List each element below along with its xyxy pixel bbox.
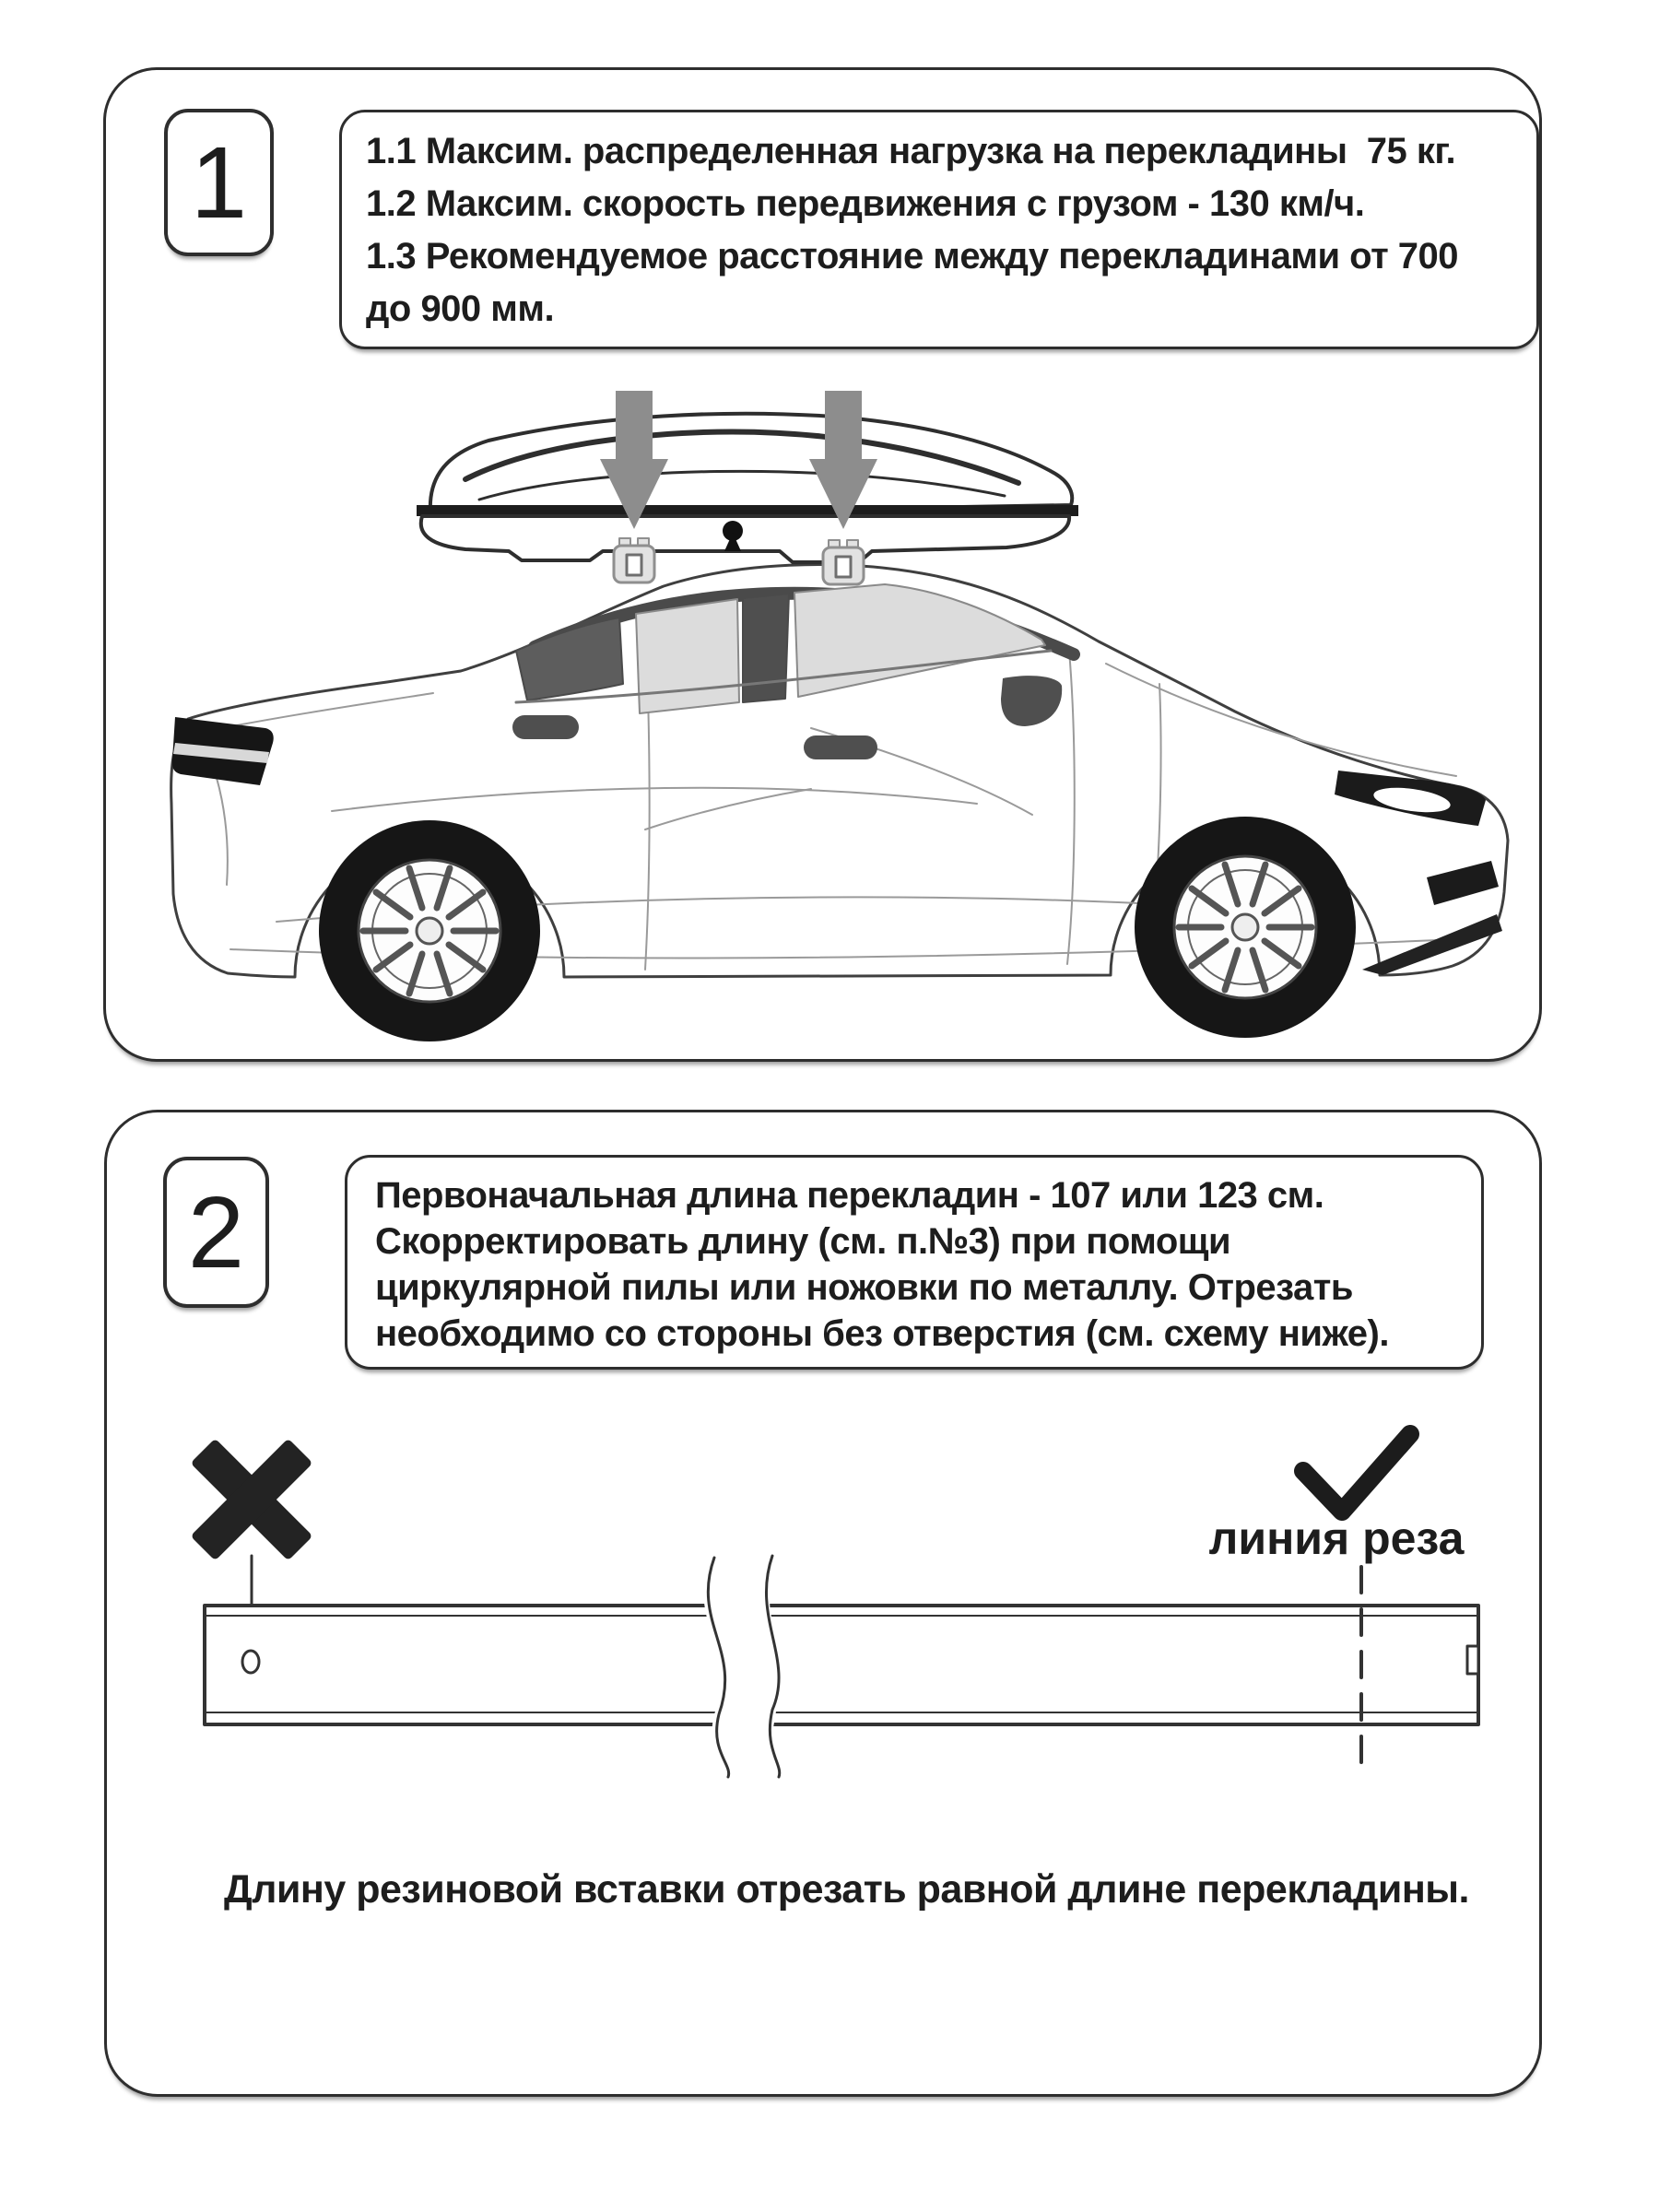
step-2-number: 2: [187, 1175, 245, 1289]
step-1-number: 1: [190, 125, 248, 240]
step-2-number-badge: [163, 1157, 269, 1308]
instruction-line: 1.2 Максим. скорость передвижения с грузом - 130 км/ч.: [366, 183, 1365, 224]
step-1-instruction-box: [339, 110, 1539, 349]
step-1-number-badge: [164, 109, 274, 256]
instruction-line: 1.3 Рекомендуемое расстояние между перекладинами от 700: [366, 236, 1459, 276]
instruction-line: необходимо со стороны без отверстия (см. схему ниже).: [375, 1313, 1389, 1354]
instruction-line: Скорректировать длину (см. п.№3) при помощи: [375, 1221, 1231, 1262]
step-2-instruction-box: [345, 1155, 1484, 1370]
instruction-line: Первоначальная длина перекладин - 107 или 123 см.: [375, 1175, 1324, 1216]
cut-line-label: линия реза: [1208, 1512, 1465, 1564]
instruction-line: до 900 мм.: [366, 288, 555, 329]
instruction-line: циркулярной пилы или ножовки по металлу. Отрезать: [375, 1267, 1353, 1308]
instruction-line: 1.1 Максим. распределенная нагрузка на перекладины 75 кг.: [366, 131, 1456, 171]
rubber-insert-note: Длину резиновой вставки отрезать равной длине перекладины.: [224, 1867, 1469, 1912]
